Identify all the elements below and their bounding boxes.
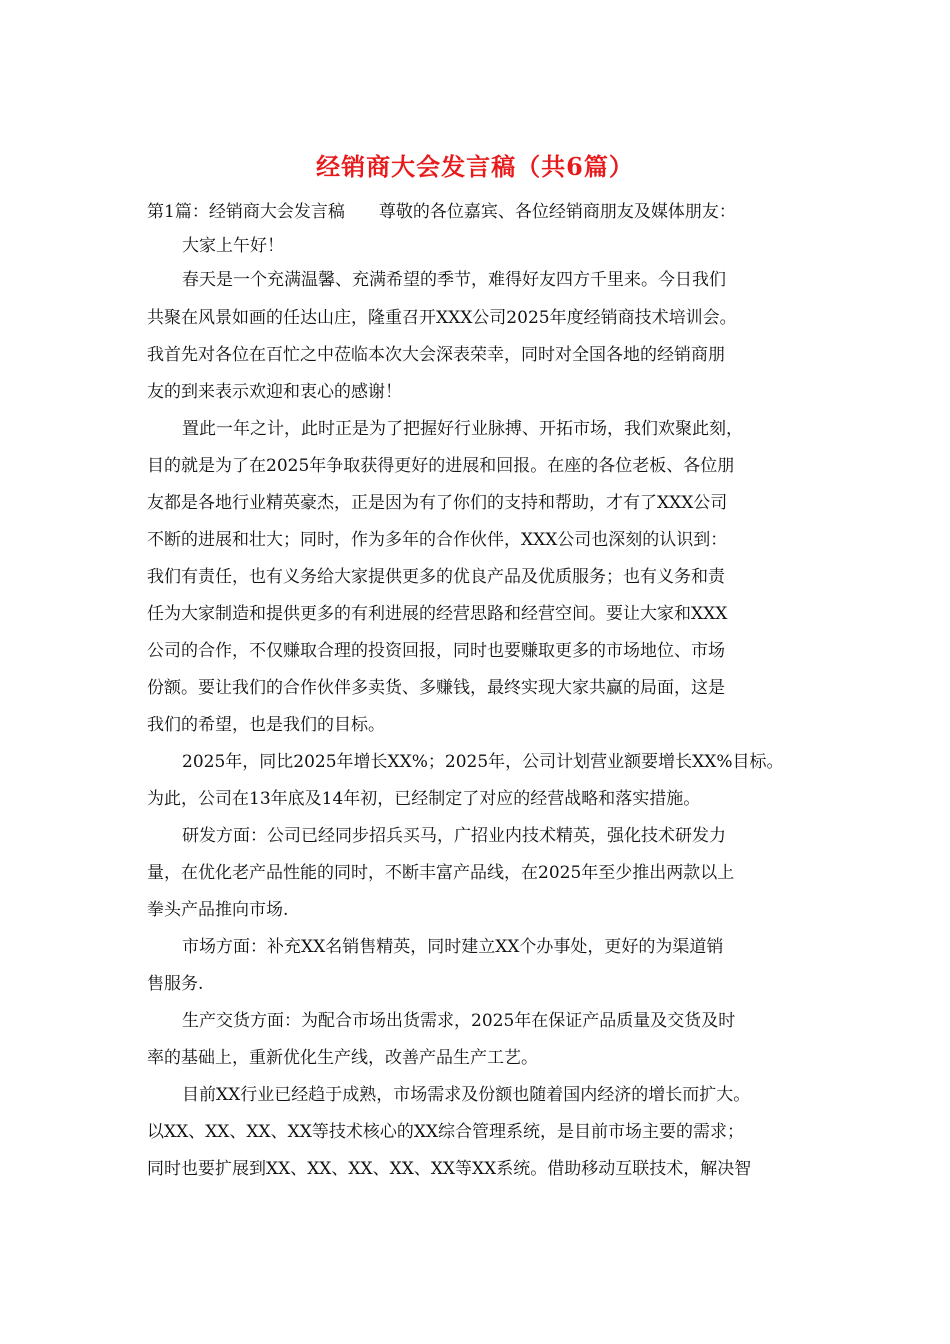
text-line-4: 共聚在风景如画的任达山庄，隆重召开XXX公司2025年度经销商技术培训会。 [147,308,737,328]
document-title: 经销商大会发言稿（共6篇） [316,152,634,181]
text-line-26: 以XX、XX、XX、XX等技术核心的XX综合管理系统，是目前市场主要的需求； [147,1122,745,1142]
text-line-20: 拳头产品推向市场. [147,900,289,920]
text-line-2: 大家上午好！ [182,236,284,256]
text-line-18: 研发方面：公司已经同步招兵买马，广招业内技术精英，强化技术研发力 [182,826,726,846]
text-line-22: 售服务. [147,974,204,994]
text-line-10: 不断的进展和壮大；同时，作为多年的合作伙伴，XXX公司也深刻的认识到： [147,530,728,550]
text-line-11: 我们有责任，也有义务给大家提供更多的优良产品及优质服务；也有义务和责 [147,567,725,587]
text-line-21: 市场方面：补充XX名销售精英，同时建立XX个办事处，更好的为渠道销 [182,937,724,957]
text-line-13: 公司的合作，不仅赚取合理的投资回报，同时也要赚取更多的市场地位、市场 [147,641,725,661]
text-line-27: 同时也要扩展到XX、XX、XX、XX、XX等XX系统。借助移动互联技术，解决智 [147,1159,752,1179]
text-line-17: 为此，公司在13年底及14年初，已经制定了对应的经营战略和落实措施。 [147,789,701,809]
text-line-5: 我首先对各位在百忙之中莅临本次大会深表荣幸，同时对全国各地的经销商朋 [147,345,725,365]
text-line-1: 第1篇：经销商大会发言稿 尊敬的各位嘉宾、各位经销商朋友及媒体朋友： [147,202,736,222]
text-line-7: 置此一年之计，此时正是为了把握好行业脉搏、开拓市场，我们欢聚此刻， [182,419,743,439]
text-line-15: 我们的希望，也是我们的目标。 [147,715,385,735]
text-line-16: 2025年，同比2025年增长XX%；2025年，公司计划营业额要增长XX%目标。 [182,752,784,772]
text-line-3: 春天是一个充满温馨、充满希望的季节，难得好友四方千里来。今日我们 [182,270,726,290]
text-line-8: 目的就是为了在2025年争取获得更好的进展和回报。在座的各位老板、各位朋 [147,456,735,476]
text-line-14: 份额。要让我们的合作伙伴多卖货、多赚钱，最终实现大家共赢的局面，这是 [147,678,725,698]
text-line-12: 任为大家制造和提供更多的有利进展的经营思路和经营空间。要让大家和XXX [147,604,728,624]
text-line-9: 友都是各地行业精英豪杰，正是因为有了你们的支持和帮助，才有了XXX公司 [147,493,728,513]
text-line-24: 率的基础上，重新优化生产线，改善产品生产工艺。 [147,1048,538,1068]
text-line-23: 生产交货方面：为配合市场出货需求，2025年在保证产品质量及交货及时 [182,1011,736,1031]
text-line-25: 目前XX行业已经趋于成熟，市场需求及份额也随着国内经济的增长而扩大。 [182,1085,751,1105]
text-line-6: 友的到来表示欢迎和衷心的感谢！ [147,382,402,402]
text-line-19: 量，在优化老产品性能的同时，不断丰富产品线，在2025年至少推出两款以上 [147,863,735,883]
